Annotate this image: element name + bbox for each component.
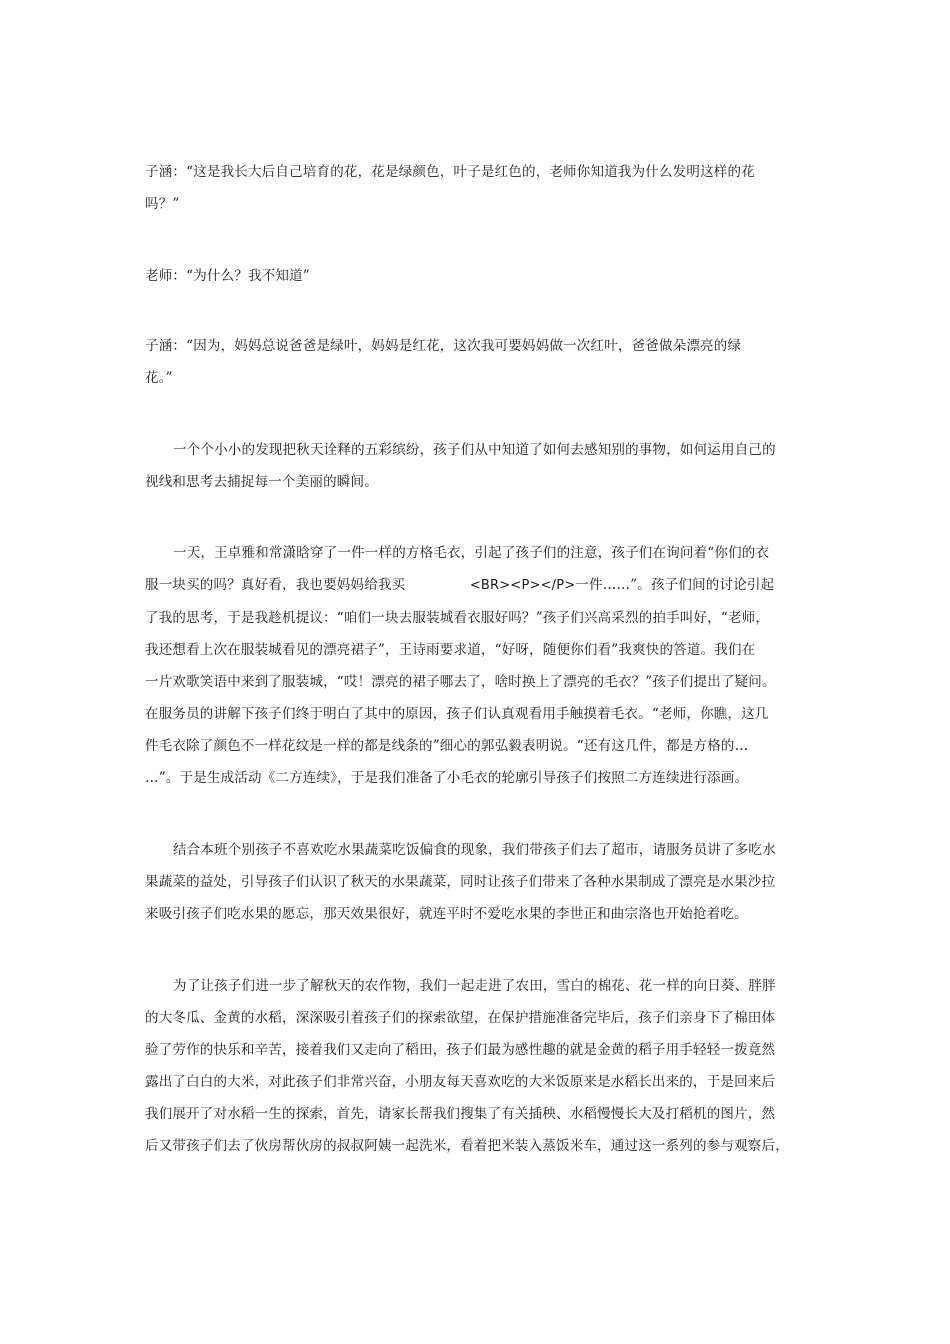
paragraph-line: 了我的思考，于是我趁机提议：“咱们一块去服装城看衣服好吗？”孩子们兴高采烈的拍手叫好，“老师， xyxy=(145,610,770,626)
dialog-line: 子涵：“因为，妈妈总说爸爸是绿叶，妈妈是红花，这次我可要妈妈做一次红叶，爸爸做朵漂亮的绿 xyxy=(145,338,742,354)
paragraph-line: 一片欢歌笑语中来到了服装城，“哎！漂亮的裙子哪去了，啥时换上了漂亮的毛衣？”孩子们提出了疑问。 xyxy=(145,674,776,690)
text-span: 服一块买的吗？真好看，我也要妈妈给我买 xyxy=(145,577,406,593)
paragraph-line: 的大冬瓜、金黄的水稻，深深吸引着孩子们的探索欲望，在保护措施准备完毕后，孩子们亲身下了棉田体 xyxy=(145,1010,776,1026)
paragraph-line: 验了劳作的快乐和辛苦，接着我们又走向了稻田，孩子们最为感性趣的就是金黄的稻子用手轻轻一拨竟然 xyxy=(145,1042,776,1058)
paragraph-line: 我们展开了对水稻一生的探索，首先，请家长帮我们搜集了有关插秧、水稻慢慢长大及打稻机的图片，然 xyxy=(145,1106,776,1122)
dialog-line: 老师：“为什么？我不知道” xyxy=(145,268,310,284)
paragraph-line: 结合本班个别孩子不喜欢吃水果蔬菜吃饭偏食的现象，我们带孩子们去了超市，请服务员讲了多吃水 xyxy=(173,842,776,858)
paragraph-line: 在服务员的讲解下孩子们终于明白了其中的原因，孩子们认真观看用手触摸着毛衣。“老师，你瞧，这几 xyxy=(145,706,769,722)
paragraph-line: …”。于是生成活动《二方连续》，于是我们准备了小毛衣的轮廓引导孩子们按照二方连续进行添画。 xyxy=(145,770,749,786)
paragraph-line: 件毛衣除了颜色不一样花纹是一样的都是线条的”细心的郭弘毅表明说。“还有这几件，都是方格的… xyxy=(145,738,749,754)
paragraph-line: 视线和思考去捕捉每一个美丽的瞬间。 xyxy=(145,474,378,490)
text-span: 一件……”。孩子们间的讨论引起 xyxy=(575,577,775,593)
paragraph-line: 一个个小小的发现把秋天诠释的五彩缤纷，孩子们从中知道了如何去感知别的事物，如何运用自己的 xyxy=(173,442,776,458)
paragraph-line xyxy=(145,575,774,596)
dialog-line: 子涵：“这是我长大后自己培育的花，花是绿颜色，叶子是红色的，老师你知道我为什么发明这样的花 xyxy=(145,164,755,180)
paragraph-line: 果蔬菜的益处，引导孩子们认识了秋天的水果蔬菜，同时让孩子们带来了各种水果制成了漂亮是水果沙拉 xyxy=(145,874,776,890)
dialog-line: 花。” xyxy=(145,370,173,386)
paragraph-line: 后又带孩子们去了伙房帮伙房的叔叔阿姨一起洗米，看着把米装入蒸饭米车，通过这一系列的参与观察后， xyxy=(145,1138,789,1154)
paragraph-line: 来吸引孩子们吃水果的愿忘，那天效果很好，就连平时不爱吃水果的李世正和曲宗洛也开始抢着吃。 xyxy=(145,906,748,922)
paragraph-line: 露出了白白的大米，对此孩子们非常兴奋，小朋友每天喜欢吃的大米饭原来是水稻长出来的，于是回来后 xyxy=(145,1074,776,1090)
dialog-line: 吗？” xyxy=(145,196,180,212)
html-tag-text: <BR><P></P> xyxy=(469,578,576,593)
paragraph-line: 我还想看上次在服装城看见的漂亮裙子”，王诗雨要求道，“好呀，随便你们看”我爽快的答道。我们在 xyxy=(145,642,756,658)
paragraph-line: 为了让孩子们进一步了解秋天的农作物，我们一起走进了农田，雪白的棉花、花一样的向日葵、胖胖 xyxy=(173,978,776,994)
paragraph-line: 一天，王卓雅和常潇晗穿了一件一样的方格毛衣，引起了孩子们的注意，孩子们在询问着“你们的衣 xyxy=(173,545,770,561)
